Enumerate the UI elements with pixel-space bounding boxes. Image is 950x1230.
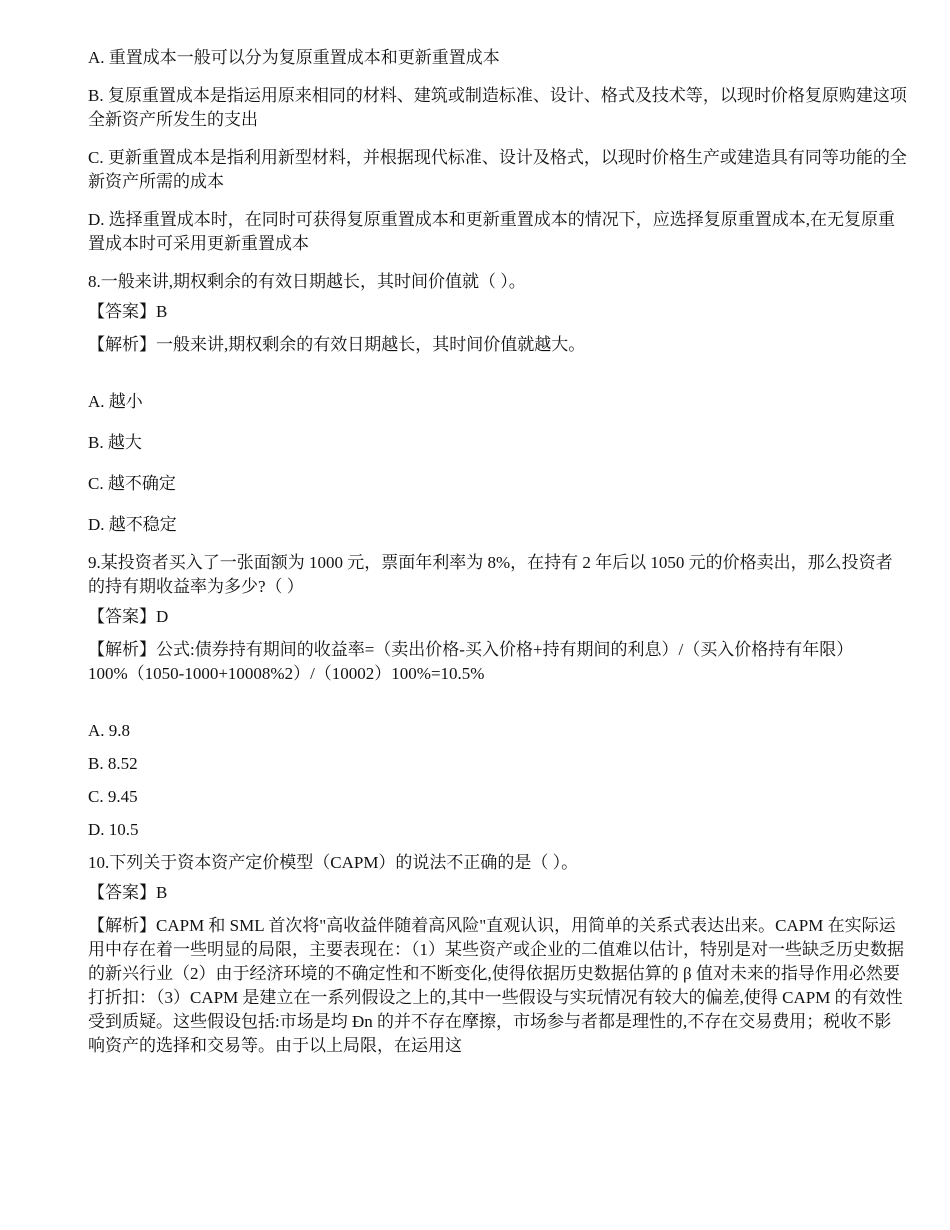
q9-answer: 【答案】D [88, 607, 169, 626]
document-page [88, 46, 908, 1058]
q10-question: 10.下列关于资本资产定价模型（CAPM）的说法不正确的是（ ）。 [88, 853, 579, 872]
q9-option-c: C. 9.45 [88, 787, 138, 806]
q9-option-a: A. 9.8 [88, 721, 131, 740]
q9-question: 9.某投资者买入了一张面额为 1000 元，票面年利率为 8%，在持有 2 年后以 1050 元的价格卖出，那么投资者的持有期收益率为多少?（ ） [88, 553, 893, 596]
q8-option-c: C. 越不确定 [88, 474, 176, 493]
q8-option-b: B. 越大 [88, 433, 142, 452]
q7-option-a: A. 重置成本一般可以分为复原重置成本和更新重置成本 [88, 48, 500, 67]
q8-option-d: D. 越不稳定 [88, 515, 177, 534]
q10-answer: 【答案】B [88, 883, 168, 902]
q9-option-b: B. 8.52 [88, 754, 138, 773]
q7-option-d: D. 选择重置成本时，在同时可获得复原重置成本和更新重置成本的情况下，应选择复原重置成本,在无复原重置成本时可采用更新重置成本 [88, 210, 896, 253]
q8-option-a: A. 越小 [88, 392, 143, 411]
q7-option-b: B. 复原重置成本是指运用原来相同的材料、建筑或制造标准、设计、格式及技术等，以现时价格复原购建这项全新资产所发生的支出 [88, 86, 907, 129]
q8-answer: 【答案】B [88, 302, 168, 321]
q9-analysis: 【解析】公式:债券持有期间的收益率=（卖出价格-买入价格+持有期间的利息）/（买入价格持有年限）100%（1050-1000+10008%2）/（10002）100%=10.5% [88, 640, 854, 683]
q8-question: 8.一般来讲,期权剩余的有效日期越长，其时间价值就（ ）。 [88, 272, 526, 291]
q9-option-d: D. 10.5 [88, 820, 139, 839]
q10-analysis: 【解析】CAPM 和 SML 首次将"高收益伴随着高风险"直观认识，用简单的关系式表达出来。CAPM 在实际运用中存在着一些明显的局限，主要表现在：（1）某些资产或企业的二值难以估计，特别是对一些缺乏历史数据的新兴行业（2）由于经济环境的不确定性和不断变化,使得依据历史数据估算的 β 值对未来的指导作用必然要打折扣：（3）CAPM 是建立在一系列假设之上的,其中一些假设与实玩情况有较大的偏差,使得 CAPM 的有效性受到质疑。这些假设包括:市场是均 Ðn 的并不存在摩擦，市场参与者都是理性的,不存在交易费用；税收不影响资产的选择和交易等。由于以上局限，在运用这 [88, 916, 904, 1055]
q8-analysis: 【解析】一般来讲,期权剩余的有效日期越长，其时间价值就越大。 [88, 335, 586, 354]
q7-option-c: C. 更新重置成本是指利用新型材料，并根据现代标准、设计及格式，以现时价格生产或建造具有同等功能的全新资产所需的成本 [88, 148, 907, 191]
